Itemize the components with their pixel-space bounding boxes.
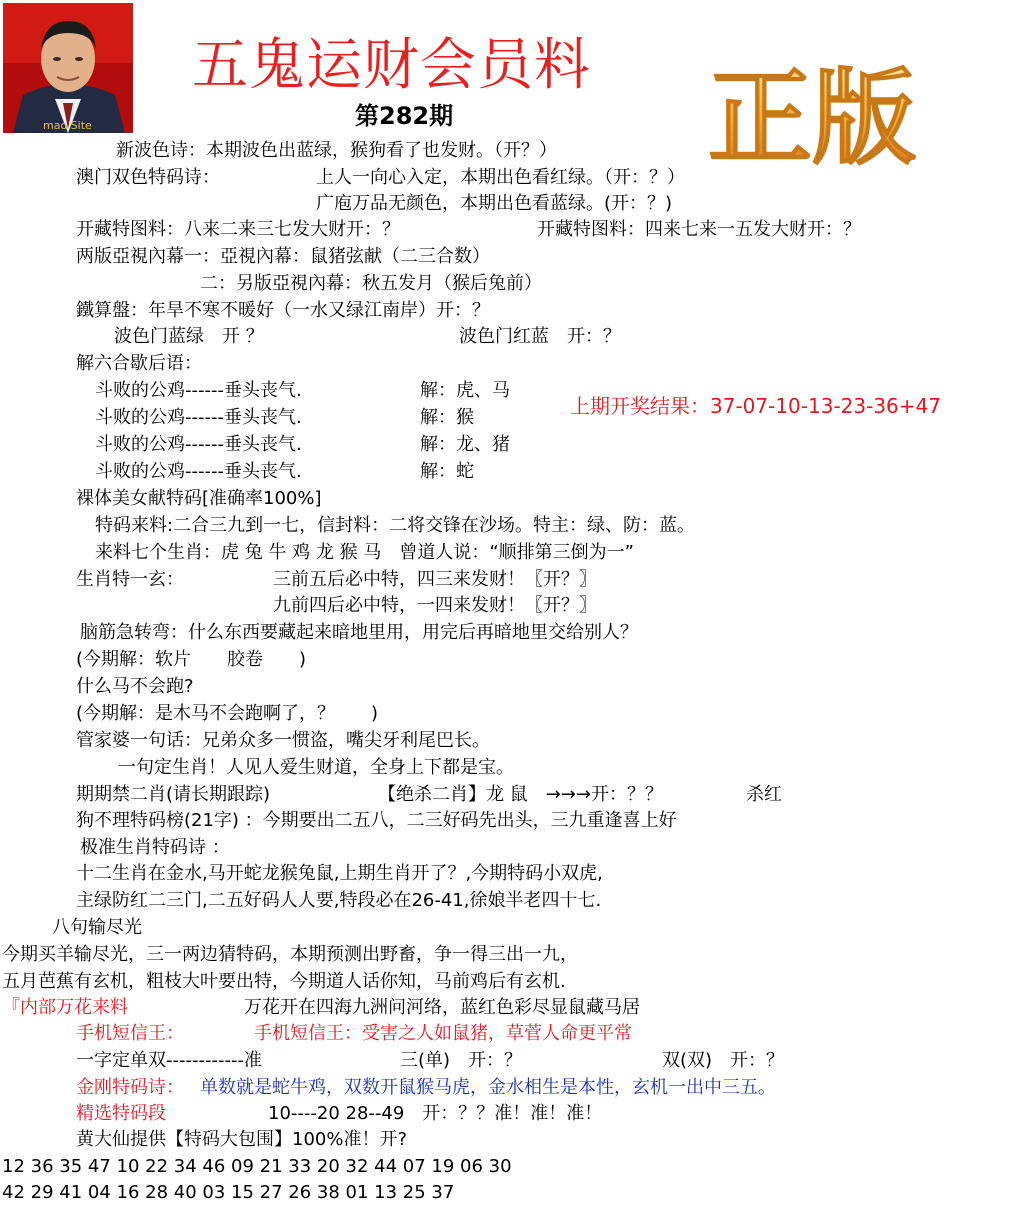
- riddle-heading: 解六合歇后语：: [76, 353, 202, 374]
- dog-ignore-list: 狗不理特码榜(21字) ：今期要出二五八，二三好码先出头，三九重逢喜上好: [76, 810, 677, 831]
- riddle-3: 斗败的公鸡------垂头丧气.: [95, 434, 302, 455]
- riddle-1-answer: 解：虎、马: [420, 380, 510, 401]
- riddle-2-answer: 解：猴: [420, 407, 474, 428]
- brain-teaser-1: 脑筋急转弯：什么东西要藏起来暗地里用，用完后再暗地里交给别人？: [80, 622, 638, 643]
- zodiac-mystery-1: 三前五后必中特，四三来发财！〖开？〗: [273, 569, 597, 590]
- kill-red: 杀红: [746, 784, 782, 805]
- number-row-2: 42 29 41 04 16 28 40 03 15 27 26 38 01 13 25 37: [2, 1182, 455, 1203]
- riddle-3-answer: 解：龙、猪: [420, 434, 510, 455]
- zodiac-mystery-2: 九前四后必中特，一四来发财！〖开？〗: [273, 595, 597, 616]
- authentic-stamp: 正版: [708, 56, 917, 179]
- wong-tai-sin-heading: 黄大仙提供【特码大包围】100%准！开?: [76, 1129, 408, 1150]
- hidden-picture-2: 开藏特图料：四来七来一五发大财开：？: [537, 219, 861, 240]
- macau-poem-line-2: 广庖万品无颜色，本期出色看蓝绿。(开：？): [316, 193, 673, 214]
- wave-gate-blue-green: 波色门蓝绿 开 ？: [114, 326, 264, 347]
- banned-zodiacs-label: 期期禁二肖(请长期跟踪): [76, 784, 271, 805]
- avatar-caption: mao Site: [43, 119, 92, 132]
- brain-teaser-2-answer: (今期解：是木马不会跑啊了，？ ): [76, 703, 379, 724]
- selected-range-label: 精选特码段: [76, 1103, 166, 1124]
- accurate-zodiac-poem-2: 主绿防红二三门,二五好码人人要,特段必在26-41,徐娘半老四十七.: [76, 890, 602, 911]
- macau-poem-label: 澳门双色特码诗：: [76, 167, 220, 188]
- brain-teaser-1-answer: (今期解：软片 胶卷 ): [76, 649, 307, 670]
- riddle-1: 斗败的公鸡------垂头丧气.: [95, 380, 302, 401]
- selected-range-value: 10----20 28--49 开：？？准！准！准！: [268, 1103, 603, 1124]
- special-code-source: 特码来料:二合三九到一七，信封料：二将交锋在沙场。特主：绿、防：蓝。: [95, 515, 696, 536]
- macau-poem-line-1: 上人一向心入定，本期出色看红绿。（开：？）: [316, 167, 685, 188]
- eight-lines-1: 今期买羊输尽光，三一两边猜特码，本期预测出野畜，争一得三出一九，: [2, 944, 578, 965]
- seven-zodiacs: 来料七个生肖：虎 兔 牛 鸡 龙 猴 马 曾道人说：“顺排第三倒为一”: [95, 542, 634, 563]
- hidden-picture-1: 开藏特图料：八来二来三七发大财开：？: [76, 219, 400, 240]
- abacus-line: 鐵算盤：年旱不寒不暖好（一水又绿江南岸）开：？: [76, 300, 490, 321]
- zodiac-mystery-label: 生肖特一玄：: [76, 569, 184, 590]
- accurate-zodiac-poem-heading: 极准生肖特码诗 ：: [80, 837, 230, 858]
- internal-flowers-label: 『内部万花来料: [2, 997, 128, 1018]
- wave-color-poem: 新波色诗：本期波色出蓝绿，猴狗看了也发财。（开？）: [116, 140, 557, 161]
- special-code-heading: 裸体美女献特码[准确率100%]: [76, 488, 322, 509]
- diamond-poem-text: 单数就是蛇牛鸡，双数开鼠猴马虎，金水相生是本性，玄机一出中三五。: [200, 1077, 776, 1098]
- atv-insider-2: 二：另版亞視內幕：秋五发月（猴后兔前）: [200, 273, 542, 294]
- page-title: 五鬼运财会员料: [192, 33, 591, 98]
- brain-teaser-2: 什么马不会跑?: [76, 676, 194, 697]
- last-draw-result: 上期开奖结果：37-07-10-13-23-36+47: [570, 394, 941, 418]
- banned-zodiacs-value: 【绝杀二肖】龙 鼠 →→→开：？？: [378, 784, 663, 805]
- diamond-poem-label: 金刚特码诗：: [76, 1077, 184, 1098]
- internal-flowers-text: 万花开在四海九洲问河络，蓝红色彩尽显鼠藏马居: [244, 997, 640, 1018]
- one-sentence-zodiac: 一句定生肖！人见人爱生财道，全身上下都是宝。: [118, 757, 514, 778]
- eight-lines-2: 五月芭蕉有玄机，粗枝大叶要出特，今期道人话你知，马前鸡后有玄机.: [2, 971, 566, 992]
- issue-number: 第282期: [355, 102, 454, 130]
- number-row-1: 12 36 35 47 10 22 34 46 09 21 33 20 32 44 07 19 06 30: [2, 1156, 512, 1177]
- riddle-2: 斗败的公鸡------垂头丧气.: [95, 407, 302, 428]
- housekeeper-saying: 管家婆一句话：兄弟众多一惯盗，嘴尖牙利尾巴长。: [76, 730, 490, 751]
- atv-insider-1: 两版亞視內幕一：亞視內幕：鼠猪弦献（二三合数）: [76, 246, 490, 267]
- sms-king-label: 手机短信王：: [76, 1023, 184, 1044]
- accurate-zodiac-poem-1: 十二生肖在金水,马开蛇龙猴兔鼠,上期生肖开了？,今期特码小双虎,: [76, 863, 603, 884]
- odd-even-label: 一字定单双------------准: [76, 1050, 262, 1071]
- eight-lines-heading: 八句输尽光: [52, 917, 142, 938]
- avatar-photo: [3, 3, 133, 133]
- sms-king-text: 手机短信王：受害之人如鼠猪，草菅人命更平常: [254, 1023, 632, 1044]
- even-value: 双(双) 开：？: [662, 1050, 785, 1071]
- riddle-4: 斗败的公鸡------垂头丧气.: [95, 461, 302, 482]
- riddle-4-answer: 解：蛇: [420, 461, 474, 482]
- wave-gate-red-blue: 波色门红蓝 开：？: [459, 326, 621, 347]
- odd-value: 三(单) 开：？: [400, 1050, 523, 1071]
